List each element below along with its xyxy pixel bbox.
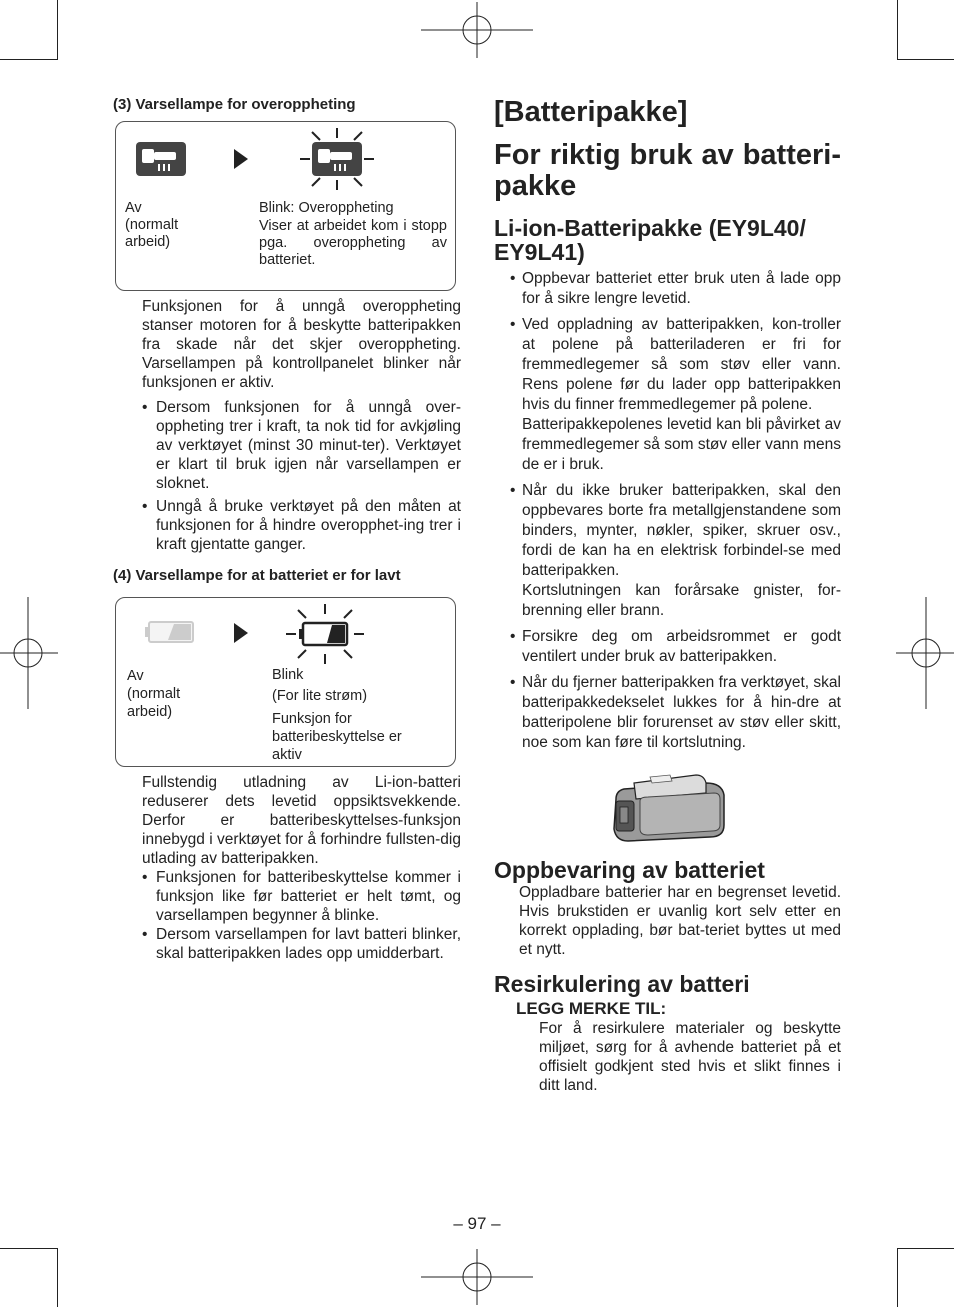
- battery-off-icon: [144, 620, 196, 646]
- list-item: • Når du ikke bruker batteripakken, skal den oppbevares borte fra metallgjenstandene som binders, mynter, nøkler, spiker, skruer osv., fordi de kan ha en elektrisk forbindel-se med batteripakken. Kortslutningen kan forårsake gnister, for-brenning eller brann.: [494, 481, 841, 621]
- low-battery-paragraph: Fullstendig utladning av Li-ion-batteri reduserer dets levetid oppsiktsvekkende. Derfor er batteribeskyttelses-funksjon innebygd i verktøyet for å forhindre fullsten-dig utlading av batteripakken.: [142, 774, 461, 867]
- crop-mark: [0, 59, 58, 60]
- list-item: • Unngå å bruke verktøyet på den måten at funksjonen for å hindre overopphet-ing trer i kraft gjentatte ganger.: [113, 497, 461, 554]
- list-item: • Ved oppladning av batteripakken, kon-troller at polene på batteriladeren er fri for fremmedlegemer så som støv eller vann. Rens polene før du lader opp batteripakken hvis du finner fremmedlegemer på polene. Batteripakkepolenes levetid kan bli påvirket av fremmedlegemer så som støv eller vann mens de er i bruk.: [494, 315, 841, 475]
- registration-mark-icon: [0, 597, 58, 709]
- battery-model-heading: Li-ion-Batteripakke (EY9L40/ EY9L41): [494, 215, 806, 265]
- list-item: • Oppbevar batteriet etter bruk uten å lade opp for å sikre lengre levetid.: [494, 269, 841, 309]
- battery-pack-illustration-icon: [610, 769, 728, 843]
- section-4-title: (4) Varsellampe for at batteriet er for lavt: [113, 567, 401, 584]
- blink-subtitle: (For lite strøm): [272, 688, 368, 704]
- overheat-lamp-diagram: [115, 121, 456, 291]
- off-label: Av (normalt arbeid): [125, 200, 179, 250]
- off-label: Av (normalt arbeid): [127, 668, 181, 720]
- list-item: • Når du fjerner batteripakken fra verktøyet, skal batteripakkedekselet lukkes for å hin-dre at batteripolene blir forurenset av støv eller skitt, noe som kan føre til kortslutning.: [494, 673, 841, 753]
- section-title: For riktig bruk av batteri-pakke: [494, 139, 841, 202]
- blink-description: Funksjon for batteribeskyttelse er aktiv: [272, 711, 402, 763]
- crop-mark: [57, 0, 58, 60]
- recycling-heading: Resirkulering av batteri: [494, 971, 750, 997]
- overheat-paragraph: Funksjonen for å unngå overoppheting stanser motoren for å beskytte batteripakken fra skade når det skjer overoppheting. Varsellampen på kontrollpanelet blinker når funksjonen er aktiv.: [142, 298, 461, 391]
- crop-mark: [897, 59, 954, 60]
- arrow-right-icon: [234, 149, 250, 169]
- list-item: • Forsikre deg om arbeidsrommet er godt ventilert under bruk av batteripakken.: [494, 627, 841, 667]
- blink-title: Blink: [272, 667, 304, 683]
- right-column: [494, 92, 841, 1095]
- page-number: – 97 –: [453, 1214, 501, 1233]
- notice-label: LEGG MERKE TIL:: [516, 999, 667, 1018]
- notice-paragraph: For å resirkulere materialer og beskytte miljøet, sørg for å avhende batteriet på et offisielt godkjent sted hvis et slikt finnes i ditt land.: [539, 1020, 841, 1094]
- registration-mark-icon: [896, 597, 954, 709]
- crop-mark: [0, 1248, 58, 1249]
- overheat-lamp-blink-icon: [296, 126, 378, 192]
- battery-blink-icon: [284, 602, 366, 668]
- storage-heading: Oppbevaring av batteriet: [494, 857, 765, 883]
- crop-mark: [897, 1248, 954, 1249]
- list-item: • Dersom funksjonen for å unngå over-oppheting trer i kraft, ta nok tid for avkjøling av verktøyet (minst 30 minut-ter). Verktøyet er klart til bruk igjen når varsellampen er sloknet.: [113, 398, 461, 493]
- crop-mark: [897, 1248, 898, 1307]
- section-3-title: (3) Varsellampe for overoppheting: [113, 96, 356, 113]
- left-column: [113, 96, 461, 963]
- blink-title: Blink: Overoppheting: [259, 200, 394, 216]
- blink-description: Viser at arbeidet kom i stopp pga. overoppheting av batteriet.: [259, 218, 447, 268]
- storage-paragraph: Oppladbare batterier har en begrenset levetid. Hvis brukstiden er uvanlig kort selv etter en korrekt opplading, bør bat-teriet byttes ut med et nytt.: [519, 884, 841, 958]
- registration-mark-icon: [421, 1249, 533, 1305]
- overheat-lamp-off-icon: [134, 140, 188, 180]
- arrow-right-icon: [234, 623, 250, 643]
- low-battery-lamp-diagram: [115, 597, 456, 767]
- crop-mark: [57, 1248, 58, 1307]
- page-title: [Batteripakke]: [494, 96, 688, 128]
- registration-mark-icon: [421, 2, 533, 58]
- list-item: • Dersom varsellampen for lavt batteri blinker, skal batteripakken lades opp umidderbart.: [113, 925, 461, 963]
- list-item: • Funksjonen for batteribeskyttelse kommer i funksjon like før batteriet er helt tømt, og varsellampen begynner å blinke.: [113, 868, 461, 925]
- crop-mark: [897, 0, 898, 60]
